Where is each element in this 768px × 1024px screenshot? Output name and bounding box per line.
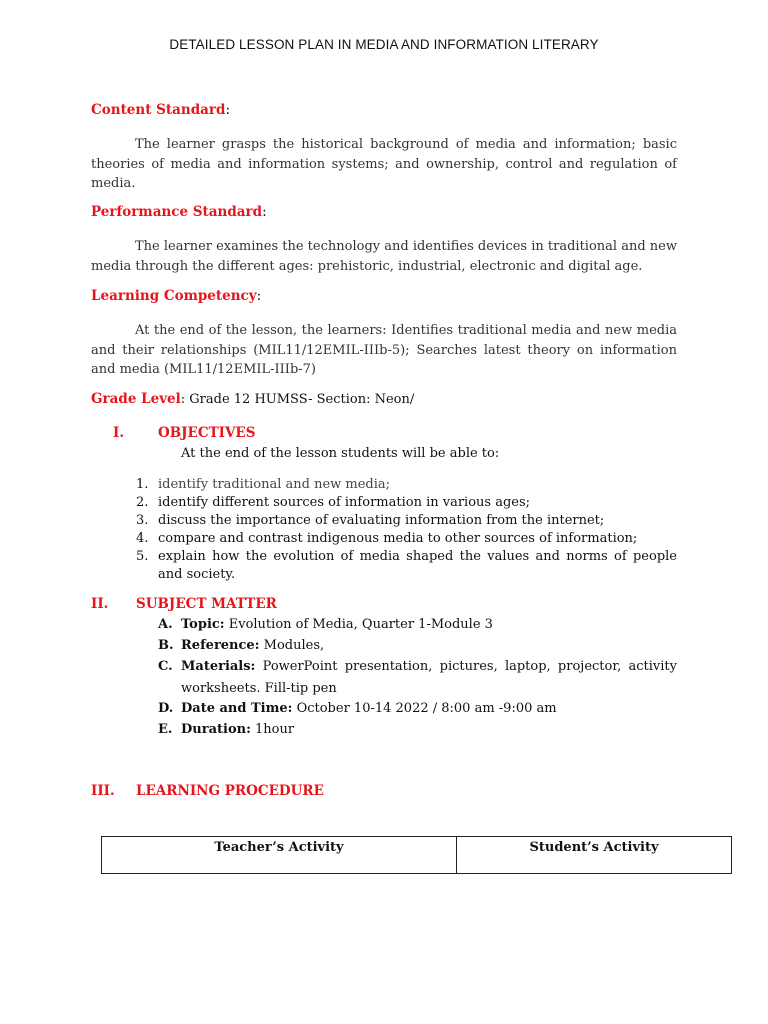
subject-matter-heading: SUBJECT MATTER [136,596,277,612]
item-letter: C. [158,659,173,674]
item-letter: B. [158,637,174,653]
item-value: Modules, [259,637,325,653]
objective-text: discuss the importance of evaluating information from the internet; [158,513,605,528]
grade-level-value: : Grade 12 HUMSS- Section: Neon/ [180,392,415,407]
item-value: PowerPoint presentation, pictures, laptop, projector, activity worksheets. Fill-tip pen [181,659,677,696]
learning-competency-label: Learning Competency [91,288,257,304]
item-letter: E. [158,721,173,737]
objective-text: identify traditional and new media; [158,477,391,492]
learning-procedure-numeral: III. [91,783,115,799]
learning-competency-colon: : [256,288,262,304]
learning-competency-text: At the end of the lesson, the learners: Identifies traditional media and new media and their relationships (MIL11/12EMIL-IIIb-5); Searches latest theory on information and media (MIL11/12EMIL-IIIb-7) [91,323,677,377]
objective-item [136,548,677,584]
objectives-intro: At the end of the lesson students will be able to: [181,446,500,461]
subject-matter-item [158,656,677,699]
grade-level-label: Grade Level [91,391,181,407]
performance-standard-heading [91,204,267,220]
subject-matter-list [158,615,677,740]
subject-matter-numeral: II. [91,596,109,612]
subject-matter-item [158,699,677,720]
content-standard-text: The learner grasps the historical background of media and information; basic theories of media and information systems; and ownership, control and regulation of media. [91,137,677,191]
objective-number: 3. [136,513,149,528]
item-letter: A. [158,617,173,632]
item-key: Date and Time: [181,701,293,716]
objectives-heading: OBJECTIVES [158,425,256,441]
performance-standard-label: Performance Standard [91,204,263,220]
objective-text: explain how the evolution of media shaped the values and norms of people and society. [158,549,677,582]
activity-table-header-row [102,837,732,874]
student-activity-header: Student’s Activity [457,837,732,874]
document-title: DETAILED LESSON PLAN IN MEDIA AND INFORMATION LITERARY [169,37,599,52]
objective-item [136,512,677,530]
performance-standard-text-block [91,237,677,276]
item-value: Evolution of Media, Quarter 1-Module 3 [224,617,493,632]
subject-matter-item [158,720,677,741]
grade-level-line [91,391,414,407]
objective-item [136,530,677,548]
activity-table [101,836,732,874]
objective-text: identify different sources of information in various ages; [158,495,531,510]
item-key: Topic: [181,617,225,632]
objective-number: 5. [136,549,149,564]
objectives-numeral: I. [113,425,125,441]
learning-competency-heading [91,288,261,304]
item-key: Reference: [181,637,260,653]
subject-matter-item [158,615,677,636]
learning-competency-text-block [91,321,677,380]
item-key: Duration: [181,721,251,737]
performance-standard-colon: : [262,204,267,220]
teacher-activity-header: Teacher’s Activity [102,837,457,874]
item-key: Materials: [181,659,256,674]
objective-number: 4. [136,531,149,546]
content-standard-text-block [91,135,677,194]
objective-item [136,476,677,494]
content-standard-colon: : [225,102,230,118]
item-value: 1hour [250,721,295,737]
item-value: October 10-14 2022 / 8:00 am -9:00 am [292,701,557,716]
learning-procedure-heading: LEARNING PROCEDURE [136,783,324,799]
objective-number: 2. [136,495,149,510]
performance-standard-text: The learner examines the technology and identifies devices in traditional and new media through the different ages: prehistoric, industrial, electronic and digital age. [91,239,677,274]
item-letter: D. [158,701,174,716]
subject-matter-item [158,636,677,657]
objective-number: 1. [136,477,149,492]
objective-text: compare and contrast indigenous media to other sources of information; [158,531,638,546]
content-standard-heading [91,102,230,118]
objective-item [136,494,677,512]
content-standard-label: Content Standard [91,102,226,118]
objectives-list [136,476,677,584]
